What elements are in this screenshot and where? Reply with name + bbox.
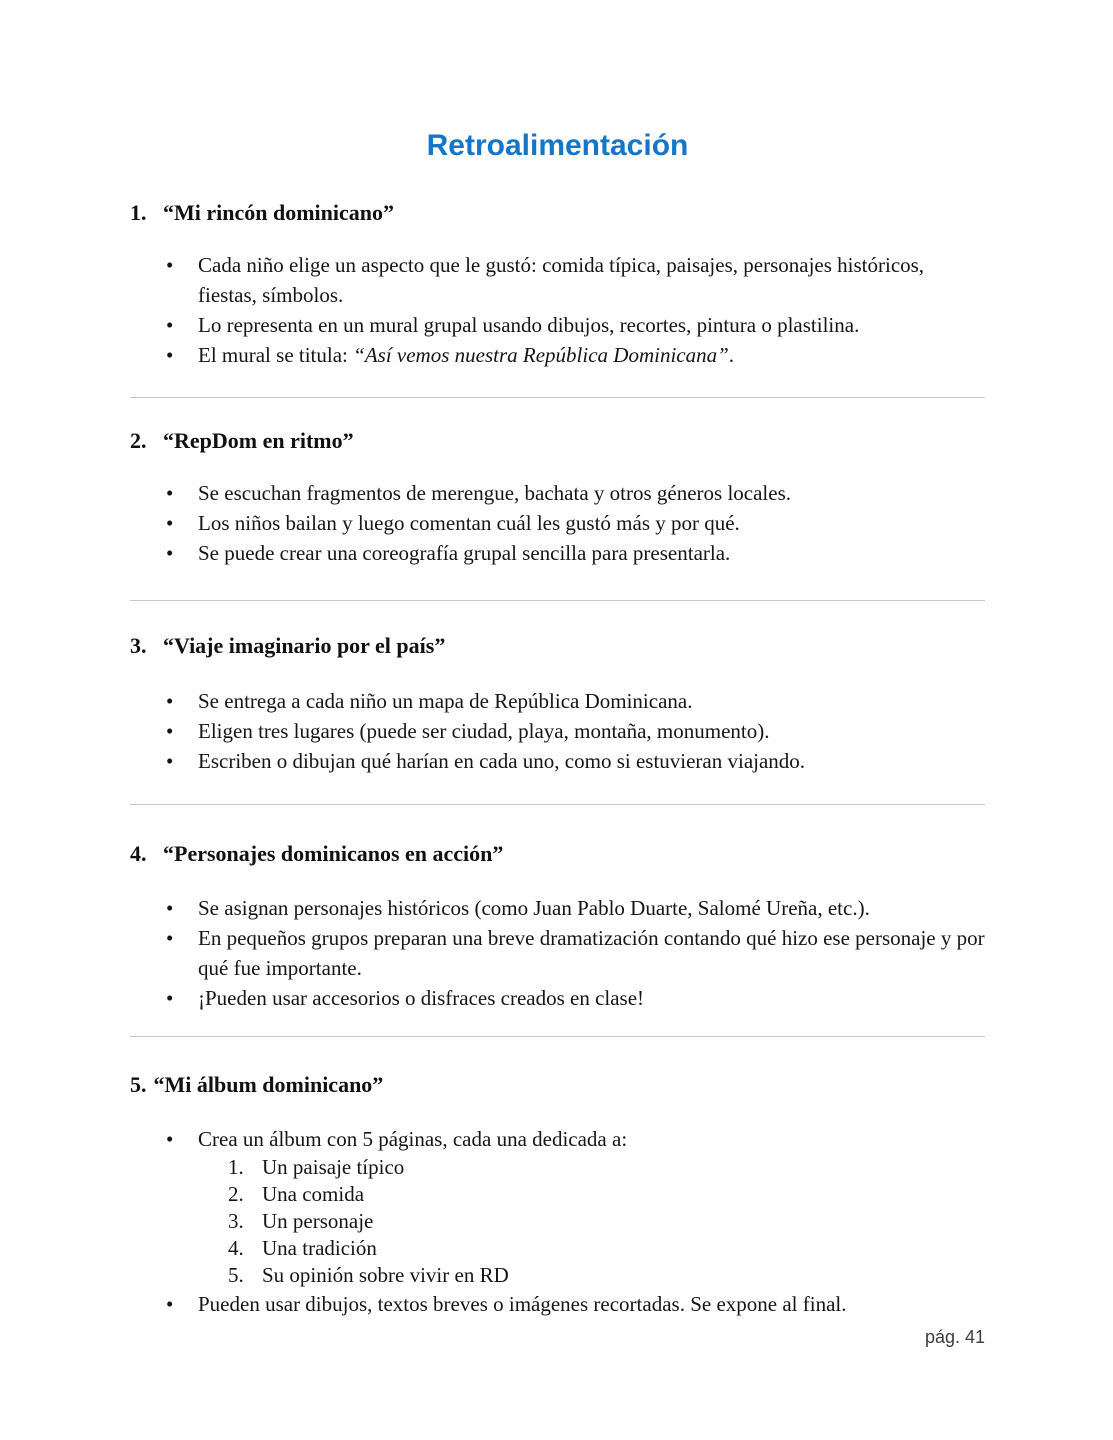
bullet-icon: • [166, 689, 174, 713]
bullet-list [130, 893, 985, 1013]
page-title: Retroalimentación [426, 129, 689, 162]
bullet-item [130, 1289, 985, 1319]
bullet-item [130, 478, 985, 508]
bullet-item [130, 716, 985, 746]
text-run: Se entrega a cada niño un mapa de República Dominicana. [198, 689, 693, 713]
sublist-number: 5. [228, 1263, 244, 1287]
sublist-number: 4. [228, 1236, 244, 1260]
sublist-text: Un paisaje típico [262, 1155, 405, 1179]
text-run: Cada niño elige un aspecto que le gustó: comida típica, paisajes, personajes históricos, fiestas, símbolos. [198, 253, 925, 307]
bullet-item [130, 508, 985, 538]
bullet-icon: • [166, 1127, 174, 1151]
sublist-item [228, 1235, 985, 1262]
section-number: 3. [130, 633, 147, 658]
section-title: “Viaje imaginario por el país” [163, 633, 446, 658]
section-number: 1. [130, 200, 147, 225]
bullet-icon: • [166, 343, 174, 367]
bullet-text [198, 250, 985, 310]
text-run: Lo representa en un mural grupal usando dibujos, recortes, pintura o plastilina. [198, 313, 860, 337]
section-number: 5. [130, 1072, 147, 1097]
bullet-item [130, 923, 985, 983]
text-run: Crea un álbum con 5 páginas, cada una dedicada a: [198, 1127, 628, 1151]
section-heading [130, 198, 985, 228]
text-run: ¡Pueden usar accesorios o disfraces creados en clase! [198, 986, 645, 1010]
section-title: “Personajes dominicanos en acción” [163, 841, 504, 866]
bullet-icon: • [166, 926, 174, 950]
sublist-item [228, 1208, 985, 1235]
bullet-item [130, 310, 985, 340]
bullet-text [198, 538, 985, 568]
section-number: 2. [130, 428, 147, 453]
bullet-item [130, 686, 985, 716]
bullet-item [130, 983, 985, 1013]
bullet-text [198, 340, 985, 370]
bullet-list [130, 250, 985, 370]
bullet-text [198, 746, 985, 776]
numbered-sublist [130, 1154, 985, 1289]
text-run: . [728, 343, 735, 367]
bullet-text [198, 716, 985, 746]
bullet-icon: • [166, 1292, 174, 1316]
section-divider [130, 804, 985, 805]
bullet-text [198, 478, 985, 508]
bullet-text [198, 893, 985, 923]
bullet-icon: • [166, 313, 174, 337]
bullet-text [198, 686, 985, 716]
bullet-item [130, 538, 985, 568]
text-run: Se puede crear una coreografía grupal sencilla para presentarla. [198, 541, 731, 565]
text-run: Los niños bailan y luego comentan cuál les gustó más y por qué. [198, 511, 740, 535]
section-heading [130, 426, 985, 456]
text-run: Escriben o dibujan qué harían en cada uno, como si estuvieran viajando. [198, 749, 806, 773]
bullet-icon: • [166, 986, 174, 1010]
bullet-text [198, 983, 985, 1013]
bullet-text [198, 310, 985, 340]
section-divider [130, 1036, 985, 1037]
sublist-text: Su opinión sobre vivir en RD [262, 1263, 509, 1287]
sections-container [130, 198, 985, 1319]
sublist-text: Un personaje [262, 1209, 374, 1233]
section-number: 4. [130, 841, 147, 866]
bullet-list [130, 1124, 985, 1319]
section-divider [130, 397, 985, 398]
sublist-text: Una tradición [262, 1236, 377, 1260]
text-run: Pueden usar dibujos, textos breves o imágenes recortadas. Se expone al final. [198, 1292, 847, 1316]
section-title: “RepDom en ritmo” [163, 428, 354, 453]
bullet-icon: • [166, 541, 174, 565]
bullet-icon: • [166, 719, 174, 743]
section-heading [130, 631, 985, 661]
italic-text-run: “Así vemos nuestra República Dominicana” [353, 343, 729, 367]
sublist-number: 2. [228, 1182, 244, 1206]
section-divider [130, 600, 985, 601]
sublist-item [228, 1181, 985, 1208]
text-run: Eligen tres lugares (puede ser ciudad, playa, montaña, monumento). [198, 719, 770, 743]
section-heading [130, 839, 985, 869]
bullet-item [130, 1124, 985, 1289]
sublist-number: 3. [228, 1209, 244, 1233]
bullet-text [198, 508, 985, 538]
bullet-icon: • [166, 896, 174, 920]
sublist-item [228, 1154, 985, 1181]
section-title: “Mi álbum dominicano” [153, 1072, 384, 1097]
text-run: Se escuchan fragmentos de merengue, bachata y otros géneros locales. [198, 481, 792, 505]
bullet-item [130, 340, 985, 370]
sublist-item [228, 1262, 985, 1289]
bullet-icon: • [166, 511, 174, 535]
bullet-icon: • [166, 749, 174, 773]
bullet-icon: • [166, 481, 174, 505]
bullet-text [198, 1289, 985, 1319]
bullet-list [130, 478, 985, 568]
bullet-text [198, 923, 985, 983]
bullet-icon: • [166, 253, 174, 277]
text-run: En pequeños grupos preparan una breve dramatización contando qué hizo ese personaje y por qué fue importante. [198, 926, 985, 980]
section-title: “Mi rincón dominicano” [163, 200, 395, 225]
bullet-item [130, 250, 985, 310]
bullet-item [130, 746, 985, 776]
sublist-text: Una comida [262, 1182, 365, 1206]
bullet-text [198, 1124, 985, 1154]
sublist-number: 1. [228, 1155, 244, 1179]
text-run: Se asignan personajes históricos (como Juan Pablo Duarte, Salomé Ureña, etc.). [198, 896, 870, 920]
section-heading [130, 1070, 985, 1100]
bullet-item [130, 893, 985, 923]
bullet-list [130, 686, 985, 776]
page-number: pág. 41 [924, 1327, 985, 1347]
text-run: El mural se titula: [198, 343, 354, 367]
